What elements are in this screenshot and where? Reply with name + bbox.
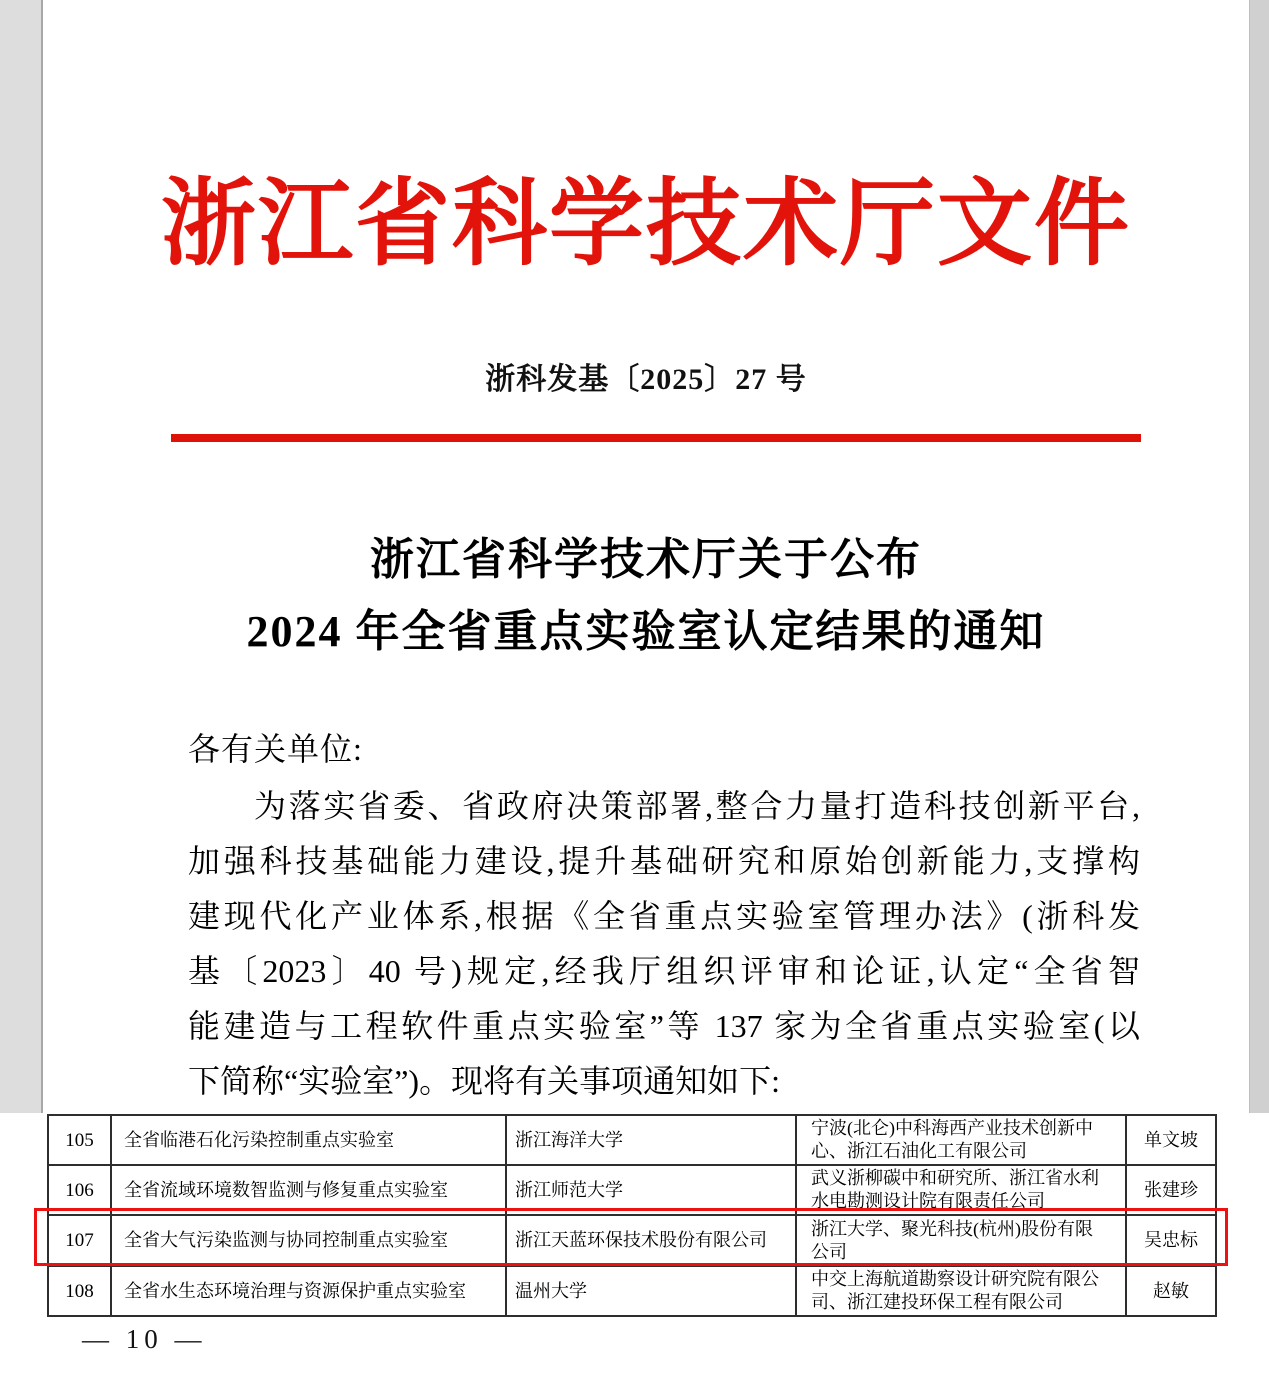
table-row-highlighted [48, 1215, 1216, 1266]
cell-lab-director: 吴忠标 [1126, 1215, 1216, 1266]
body-line: 建现代化产业体系,根据《全省重点实验室管理办法》(浙科发 [188, 898, 1140, 934]
red-divider-line [171, 434, 1141, 442]
notice-body [188, 779, 1140, 1109]
cell-lab-name: 全省临港石化污染控制重点实验室 [111, 1115, 506, 1165]
notice-title-line1: 浙江省科学技术厅关于公布 [370, 535, 922, 584]
cell-host-org: 温州大学 [506, 1266, 796, 1316]
document-number: 浙科发基〔2025〕27 号 [485, 363, 807, 396]
scan-edge-left [0, 0, 43, 1113]
body-line: 基〔2023〕40 号)规定,经我厅组织评审和论证,认定“全省智 [188, 953, 1140, 989]
page-number: — 10 — [82, 1324, 207, 1354]
cell-partner-orgs: 武义浙柳碳中和研究所、浙江省水利水电勘测设计院有限责任公司 [796, 1165, 1126, 1215]
cell-lab-director: 张建珍 [1126, 1165, 1216, 1215]
body-line: 能建造与工程软件重点实验室”等 137 家为全省重点实验室(以 [188, 1008, 1140, 1044]
body-line: 加强科技基础能力建设,提升基础研究和原始创新能力,支撑构 [188, 843, 1140, 879]
cell-host-org: 浙江海洋大学 [506, 1115, 796, 1165]
cell-row-number: 108 [48, 1266, 111, 1316]
cell-partner-orgs: 中交上海航道勘察设计研究院有限公司、浙江建投环保工程有限公司 [796, 1266, 1126, 1316]
document-banner-title: 浙江省科学技术厅文件 [160, 171, 1131, 277]
cell-lab-name: 全省大气污染监测与协同控制重点实验室 [111, 1215, 506, 1266]
cell-row-number: 105 [48, 1115, 111, 1165]
body-line: 下简称“实验室”)。现将有关事项通知如下: [188, 1063, 780, 1099]
table-row [48, 1266, 1216, 1316]
cell-host-org: 浙江师范大学 [506, 1165, 796, 1215]
cell-lab-name: 全省水生态环境治理与资源保护重点实验室 [111, 1266, 506, 1316]
table-row [48, 1115, 1216, 1165]
body-line: 为落实省委、省政府决策部署,整合力量打造科技创新平台, [254, 788, 1140, 824]
table-row [48, 1165, 1216, 1215]
lab-results-table [47, 1114, 1217, 1317]
cell-host-org: 浙江天蓝环保技术股份有限公司 [506, 1215, 796, 1266]
cell-row-number: 107 [48, 1215, 111, 1266]
scan-edge-right [1249, 0, 1269, 1113]
cell-partner-orgs: 宁波(北仑)中科海西产业技术创新中心、浙江石油化工有限公司 [796, 1115, 1126, 1165]
cell-row-number: 106 [48, 1165, 111, 1215]
notice-title-line2: 2024 年全省重点实验室认定结果的通知 [246, 607, 1046, 656]
cell-lab-director: 单文坡 [1126, 1115, 1216, 1165]
cell-partner-orgs: 浙江大学、聚光科技(杭州)股份有限公司 [796, 1215, 1126, 1266]
cell-lab-name: 全省流域环境数智监测与修复重点实验室 [111, 1165, 506, 1215]
cell-lab-director: 赵敏 [1126, 1266, 1216, 1316]
notice-title [43, 524, 1249, 668]
salutation: 各有关单位: [188, 731, 363, 767]
